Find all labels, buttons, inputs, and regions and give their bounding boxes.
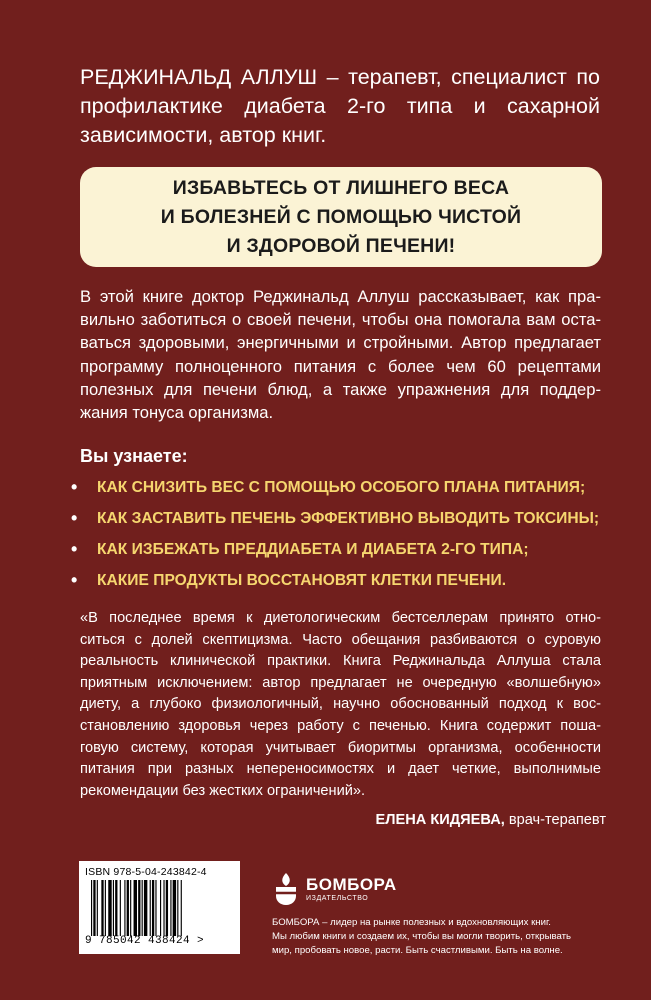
barcode xyxy=(79,861,240,954)
barcode-digits: 9 785042 438424 > xyxy=(85,935,205,947)
list-item-text: КАК ИЗБЕЖАТЬ ПРЕДДИАБЕТА И ДИАБЕТА 2-ГО ТИПА; xyxy=(97,541,529,558)
quote-line: реальность клинической практики. Книга Реджинальда Аллуша стала xyxy=(80,653,601,670)
tagline-line: Мы любим книги и создаем их, чтобы вы могли творить, открывать xyxy=(272,931,571,942)
callout-box xyxy=(80,167,602,267)
quote-line: диету, а глубоко физиологичный, научно обоснованный подход к вос- xyxy=(80,696,601,713)
callout-line: И ЗДОРОВОЙ ПЕЧЕНИ! xyxy=(226,234,456,257)
quote-line: ситься с долей скептицизма. Часто обещания разбиваются о суровую xyxy=(80,631,601,648)
reviewer-role: врач-терапевт xyxy=(504,812,606,828)
reviewer-name: ЕЛЕНА КИДЯЕВА, xyxy=(375,812,505,828)
bullet-icon: • xyxy=(71,508,78,528)
author-intro: РЕДЖИНАЛЬД АЛЛУШ – терапевт, специалист по профилактике диабета 2-го типа и сахарной зависимости, автор книг. xyxy=(80,65,600,147)
list-item xyxy=(71,534,599,565)
bullet-icon: • xyxy=(71,570,78,590)
isbn-text: ISBN 978-5-04-243842-4 xyxy=(85,866,207,878)
barcode-bars-icon xyxy=(85,880,234,936)
tagline-line: БОМБОРА – лидер на рынке полезных и вдохновляющих книг. xyxy=(272,917,551,928)
list-item xyxy=(71,565,599,596)
description-line: ваться здоровыми, энергичными и стройными. Автор предлагает xyxy=(80,333,601,353)
quote-line: приятным исключением: автор предлагает не очередную «волшебную» xyxy=(80,674,601,691)
learn-heading: Вы узнаете: xyxy=(80,446,188,466)
description-line: вильно заботиться о своей печени, чтобы она помогала вам оста- xyxy=(80,310,601,330)
quote-line: питания при разных непереносимостях и дает четкие, выполнимые xyxy=(80,761,601,778)
list-item xyxy=(71,472,599,503)
publisher-subtitle: ИЗДАТЕЛЬСТВО xyxy=(306,894,369,902)
bombora-logo-icon xyxy=(272,872,300,906)
bullet-icon: • xyxy=(71,539,78,559)
quote-line: рекомендации без жестких ограничений». xyxy=(80,782,366,799)
quote-line: говую систему, которая учитывает биоритмы организма, особенности xyxy=(80,739,601,756)
publisher-logo xyxy=(272,872,397,906)
list-item-text: КАК СНИЗИТЬ ВЕС С ПОМОЩЬЮ ОСОБОГО ПЛАНА ПИТАНИЯ; xyxy=(97,479,586,496)
list-item-text: КАК ЗАСТАВИТЬ ПЕЧЕНЬ ЭФФЕКТИВНО ВЫВОДИТЬ ТОКСИНЫ; xyxy=(97,510,600,527)
description-line: В этой книге доктор Реджинальд Аллуш рассказывает, как пра- xyxy=(80,287,601,306)
quote-line: «В последнее время к диетологическим бестселлерам принято отно- xyxy=(80,610,601,626)
callout-line: И БОЛЕЗНЕЙ С ПОМОЩЬЮ ЧИСТОЙ xyxy=(160,205,522,228)
description-line: полезных для печени блюд, а также упражнения для поддер- xyxy=(80,379,601,399)
publisher-name: БОМБОРА xyxy=(306,874,397,894)
publisher-tagline xyxy=(272,916,602,958)
quote-attribution xyxy=(376,812,606,828)
tagline-line: мир, пробовать новое, расти. Быть счастливыми. Быть на волне. xyxy=(272,945,563,956)
benefits-list xyxy=(71,472,599,596)
bullet-icon: • xyxy=(71,477,78,497)
book-description xyxy=(80,285,601,424)
quote-line: становлению здоровья через работу с печенью. Книга содержит поша- xyxy=(80,717,601,734)
list-item-text: КАКИЕ ПРОДУКТЫ ВОССТАНОВЯТ КЛЕТКИ ПЕЧЕНИ. xyxy=(97,572,507,589)
description-line: программу полноценного питания с более чем 60 рецептами xyxy=(80,356,601,376)
callout-line: ИЗБАВЬТЕСЬ ОТ ЛИШНЕГО ВЕСА xyxy=(172,176,510,199)
review-quote xyxy=(80,608,601,802)
list-item xyxy=(71,503,599,534)
description-line: жания тонуса организма. xyxy=(80,403,274,423)
